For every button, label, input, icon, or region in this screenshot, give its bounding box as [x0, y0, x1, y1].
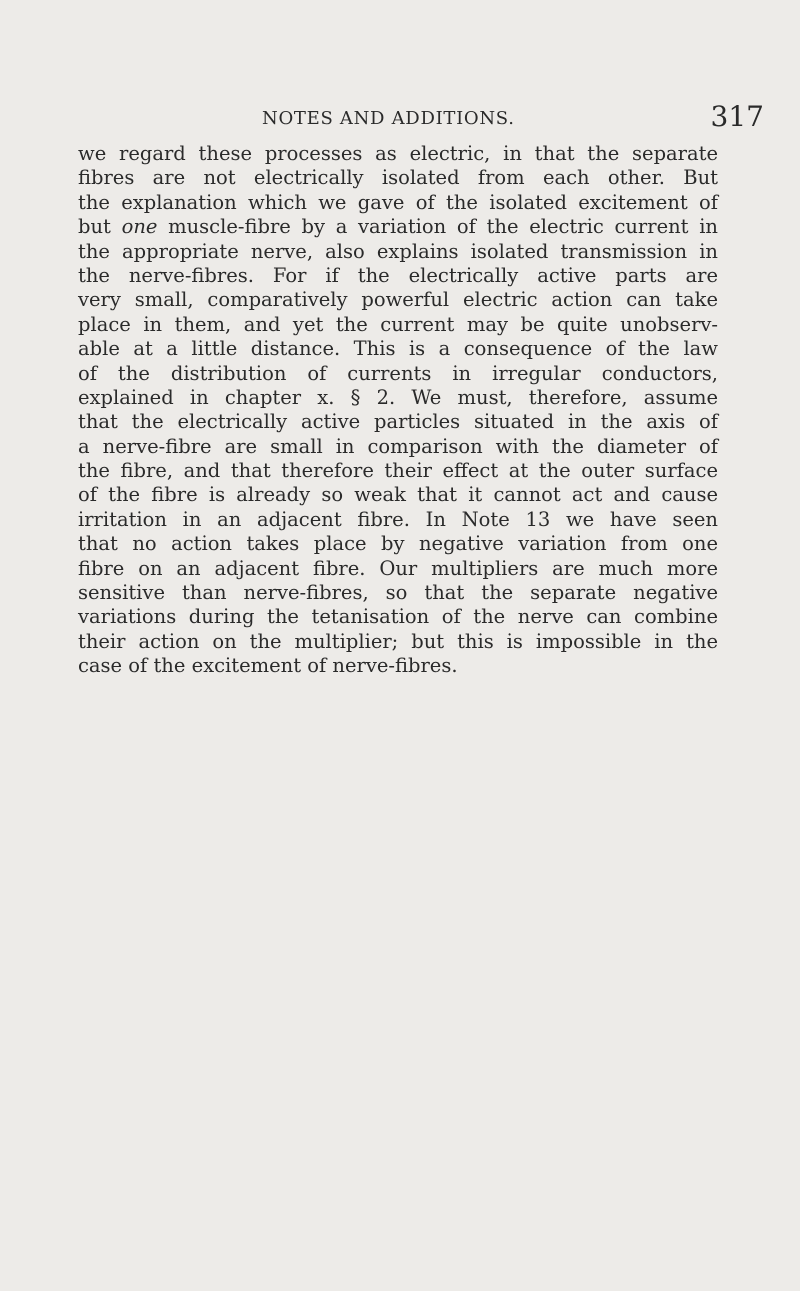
text-line: of the distribution of currents in irregular conductors, — [78, 361, 718, 385]
line-start: but — [78, 215, 122, 239]
running-head — [76, 100, 786, 134]
page-number: 317 — [710, 100, 764, 133]
text-line: that the electrically active particles situated in the axis of — [78, 410, 718, 434]
text-line: the fibre, and that therefore their effect at the outer surface — [78, 459, 718, 483]
text-line: the appropriate nerve, also explains isolated transmission in — [78, 239, 718, 263]
emphasis-one: one — [121, 215, 158, 239]
text-line: fibre on an adjacent fibre. Our multipliers are much more — [78, 556, 718, 580]
line-end: muscle-fibre by a variation of the electric current in — [157, 215, 718, 239]
text-line: explained in chapter x. § 2. We must, therefore, assume — [78, 385, 718, 409]
text-line: very small, comparatively powerful electric action can take — [78, 288, 718, 312]
running-title: NOTES AND ADDITIONS. — [262, 108, 515, 129]
text-line-with-emphasis — [78, 215, 718, 239]
text-line: able at a little distance. This is a consequence of the law — [78, 337, 718, 361]
text-line: sensitive than nerve-fibres, so that the separate negative — [78, 581, 718, 605]
body-paragraph — [78, 142, 718, 679]
text-line: of the fibre is already so weak that it cannot act and cause — [78, 483, 718, 507]
text-line: fibres are not electrically isolated from each other. But — [78, 166, 718, 190]
text-line: irritation in an adjacent fibre. In Note 13 we have seen — [78, 507, 718, 531]
text-line: their action on the multiplier; but this is impossible in the — [78, 629, 718, 653]
text-line: variations during the tetanisation of the nerve can combine — [78, 605, 718, 629]
text-line-last: case of the excitement of nerve-fibres. — [78, 654, 458, 678]
text-line: the explanation which we gave of the isolated excitement of — [78, 190, 718, 214]
text-line: we regard these processes as electric, in that the separate — [78, 142, 718, 165]
text-line: that no action takes place by negative variation from one — [78, 532, 718, 556]
text-line: the nerve-fibres. For if the electrically active parts are — [78, 263, 718, 287]
text-line: place in them, and yet the current may be quite unobserv- — [78, 312, 718, 336]
text-line: a nerve-fibre are small in comparison with the diameter of — [78, 434, 718, 458]
